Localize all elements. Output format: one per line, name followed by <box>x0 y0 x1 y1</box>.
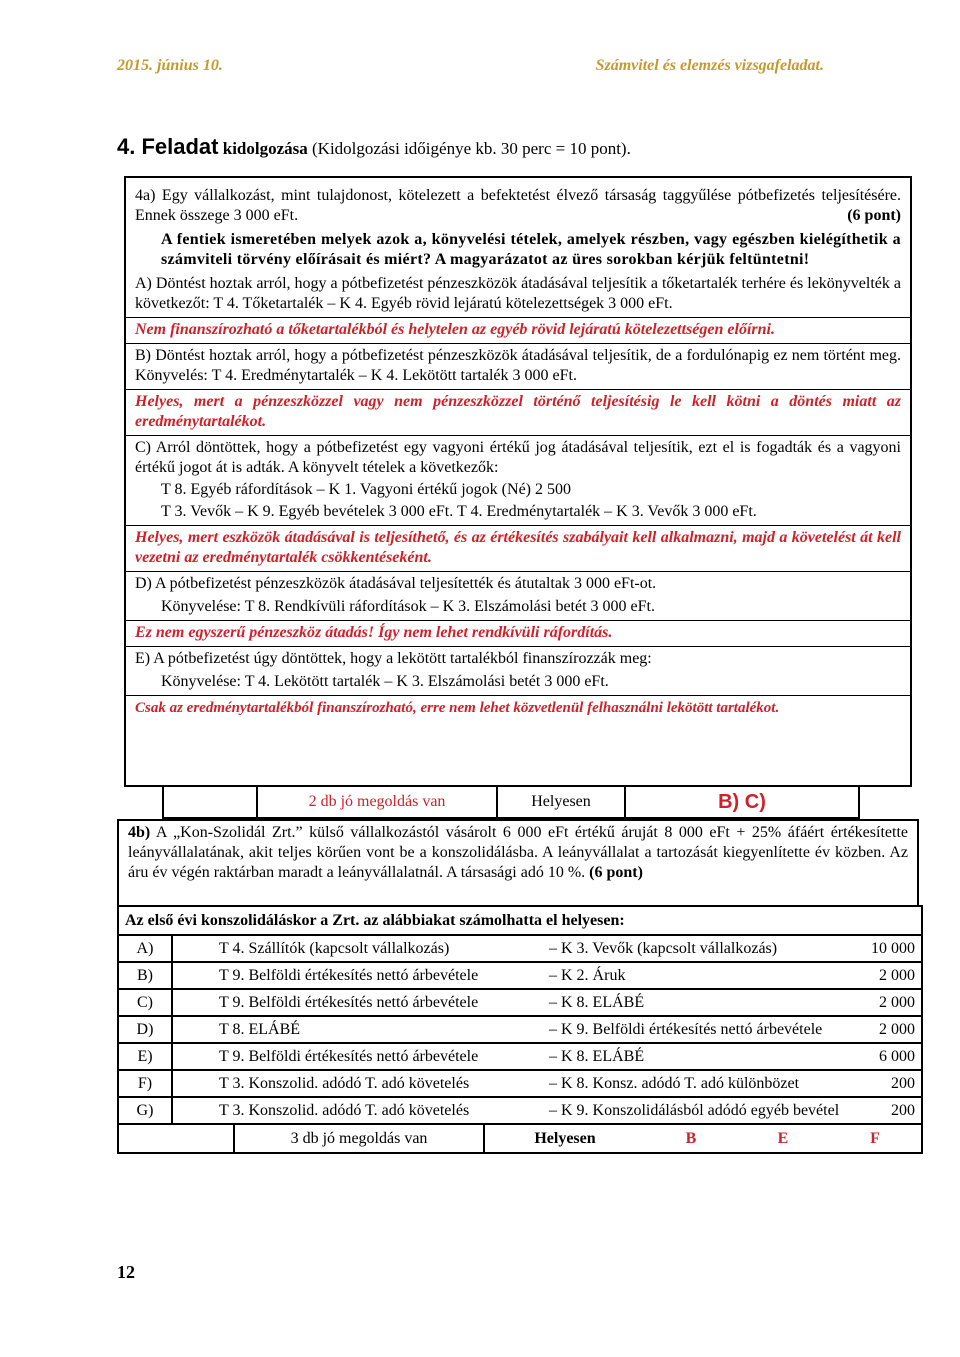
option-debit: T 9. Belföldi értékesítés nettó árbevétele <box>219 993 479 1011</box>
q4b-points: (6 pont) <box>589 864 643 881</box>
option-entry <box>172 1043 863 1070</box>
q4a-answer-c: Helyes, mert eszközök átadásával is teljesíthető, és az értékesítés szabályait kell alkalmazni, majd a követelést át kell vezetni az eredménytartalék csökkentéseként. <box>135 529 901 566</box>
option-label: D) <box>118 1016 172 1043</box>
summary-4b-answer-3: F <box>870 1129 880 1147</box>
q4a-option-e: E) A pótbefizetést úgy döntöttek, hogy a lekötött tartalékból finanszírozzák meg: <box>135 650 652 667</box>
task-kid: kidolgozása <box>222 139 308 158</box>
option-label: C) <box>118 989 172 1016</box>
question-4b-box <box>117 819 919 907</box>
option-credit: – K 9. Konszolidálásból adódó egyéb bevétel <box>549 1101 840 1119</box>
page-number: 12 <box>117 1262 135 1282</box>
option-entry <box>172 962 863 989</box>
option-credit: – K 8. ELÁBÉ <box>549 993 645 1011</box>
q4a-intro <box>135 186 901 226</box>
header-date: 2015. június 10. <box>117 57 223 74</box>
option-amount: 200 <box>863 1070 922 1097</box>
summary-4a-count: 2 db jó megoldás van <box>256 785 498 819</box>
q4a-answer-d: Ez nem egyszerű pénzeszköz átadás! Így nem lehet rendkívüli ráfordítás. <box>135 624 613 641</box>
summary-4b-blank <box>119 1125 235 1152</box>
header-exam-title: Számvitel és elemzés vizsgafeladat. <box>595 57 824 74</box>
option-credit: – K 8. ELÁBÉ <box>549 1047 645 1065</box>
q4a-instruction <box>135 230 901 270</box>
option-credit: – K 9. Belföldi értékesítés nettó árbevétele <box>549 1020 823 1038</box>
options-rows <box>118 935 922 1124</box>
option-debit: T 9. Belföldi értékesítés nettó árbevétele <box>219 1047 479 1065</box>
summary-4a-label: Helyesen <box>496 785 626 819</box>
q4a-option-b: B) Döntést hoztak arról, hogy a pótbefizetést pénzeszközök átadásával teljesítik, de a fordulónapig ez nem történt meg. Könyvelés: T 4. Eredménytartalék – K 4. Lekötött tartalék 3 000 eFt. <box>135 347 901 384</box>
option-label: F) <box>118 1070 172 1097</box>
divider <box>126 317 910 318</box>
q4a-option-d-line: Könyvelése: T 8. Rendkívüli ráfordítások – K 3. Elszámolási betét 3 000 eFt. <box>161 598 655 615</box>
option-row <box>118 1043 922 1070</box>
option-amount: 2 000 <box>863 1016 922 1043</box>
q4a-instruction-1: A fentiek ismeretében melyek azok a, könyvelési tételek, amelyek részben, vagy egészben kielégíthetik a számviteli törvény előírásait és miért? <box>161 231 901 268</box>
task-number: 4. Feladat <box>117 134 219 159</box>
option-amount: 2 000 <box>863 989 922 1016</box>
q4a-intro-text: 4a) Egy vállalkozást, mint tulajdonost, kötelezett a befektetést élvező társaság taggyűlése pótbefizetés teljesítésére. Ennek összege 3 000 eFt. <box>135 187 901 224</box>
summary-4b-row <box>118 1124 922 1153</box>
q4b-text <box>128 823 908 883</box>
option-credit: – K 8. Konsz. adódó T. adó különbözet <box>549 1074 800 1092</box>
option-entry <box>172 1097 863 1124</box>
option-debit: T 4. Szállítók (kapcsolt vállalkozás) <box>219 939 450 957</box>
option-label: E) <box>118 1043 172 1070</box>
option-debit: T 3. Konszolid. adódó T. adó követelés <box>219 1101 470 1119</box>
q4a-option-a: A) Döntést hoztak arról, hogy a pótbefizetést pénzeszközök átadásával teljesítik a tőketartalék terhére és lekönyvelték a következőt: T 4. Tőketartalék – K 4. Egyéb rövid lejáratú kötelezettségek 3 000 eFt. <box>135 275 901 312</box>
q4a-points: (6 pont) <box>847 207 901 224</box>
summary-4b-label: Helyesen <box>534 1129 596 1147</box>
question-4a-box <box>124 176 912 787</box>
option-entry <box>172 1016 863 1043</box>
divider <box>126 435 910 436</box>
option-amount: 10 000 <box>863 935 922 962</box>
option-entry <box>172 1070 863 1097</box>
q4b-label: 4b) <box>128 824 151 841</box>
q4a-option-d: D) A pótbefizetést pénzeszközök átadásával teljesítették és átutaltak 3 000 eFt-ot. <box>135 575 657 592</box>
option-row <box>118 1016 922 1043</box>
summary-4b-answer-2: E <box>777 1129 789 1147</box>
q4a-answer-e: Csak az eredménytartalékból finanszírozható, erre nem lehet közvetlenül felhasználni lekötött tartalékot. <box>135 700 780 716</box>
option-credit: – K 2. Áruk <box>549 966 626 984</box>
summary-4a-blank <box>162 785 258 819</box>
options-table <box>117 905 923 1154</box>
summary-4a-filler <box>858 785 912 819</box>
q4a-instruction-2: A magyarázatot az üres sorokban kérjük feltüntetni! <box>434 251 810 268</box>
option-debit: T 9. Belföldi értékesítés nettó árbevétele <box>219 966 479 984</box>
option-row <box>118 1097 922 1124</box>
divider <box>126 389 910 390</box>
option-amount: 200 <box>863 1097 922 1124</box>
option-row <box>118 962 922 989</box>
q4a-option-e-line: Könyvelése: T 4. Lekötött tartalék – K 3. Elszámolási betét 3 000 eFt. <box>161 673 609 690</box>
option-row <box>118 935 922 962</box>
q4a-answer-a: Nem finanszírozható a tőketartalékból és helytelen az egyéb rövid lejáratú kötelezettségen előírni. <box>135 321 775 338</box>
q4a-answer-b: Helyes, mert a pénzeszközzel vagy nem pénzeszközzel történő teljesítésig le kell kötni a döntés miatt az eredménytartalékot. <box>135 393 901 430</box>
option-amount: 6 000 <box>863 1043 922 1070</box>
q4a-option-c-line1: T 8. Egyéb ráfordítások – K 1. Vagyoni értékű jogok (Né) 2 500 <box>161 481 571 498</box>
q4a-option-c-line2: T 3. Vevők – K 9. Egyéb bevételek 3 000 eFt. T 4. Eredménytartalék – K 3. Vevők 3 000 eFt. <box>161 503 757 520</box>
task-time: (Kidolgozási időigénye kb. 30 perc = 10 pont). <box>312 139 631 158</box>
option-amount: 2 000 <box>863 962 922 989</box>
summary-4b-answer-1: B <box>685 1129 697 1147</box>
option-row <box>118 1070 922 1097</box>
summary-4a-row <box>164 785 912 819</box>
option-row <box>118 989 922 1016</box>
divider <box>126 343 910 344</box>
divider <box>126 695 910 696</box>
option-entry <box>172 989 863 1016</box>
q4b-body: A „Kon-Szolidál Zrt.” külső vállalkozástól vásárolt 6 000 eFt értékű áruját 8 000 eFt + 25% áfáért értékesítette leányvállalatának, akit teljes körűen vont be a konszolidálásba. A leányvállalat a tartozását kiegyenlítette év közben. Az áru év végén raktárban maradt a leányvállalatnál. A társasági adó 10 %. <box>128 824 908 881</box>
divider <box>126 571 910 572</box>
option-label: G) <box>118 1097 172 1124</box>
summary-4a-answer: B) C) <box>624 785 860 819</box>
q4a-option-c: C) Arról döntöttek, hogy a pótbefizetést egy vagyoni értékű jog átadásával teljesítik, ezt el is fogadták és a vagyoni értékű jogot át is adták. A könyvelt tételek a következők: <box>135 439 901 476</box>
option-debit: T 3. Konszolid. adódó T. adó követelés <box>219 1074 470 1092</box>
task-title <box>117 134 631 160</box>
option-credit: – K 3. Vevők (kapcsolt vállalkozás) <box>549 939 778 957</box>
q4b-question: Az első évi konszolidáláskor a Zrt. az alábbiakat számolhatta el helyesen: <box>118 906 922 935</box>
option-label: B) <box>118 962 172 989</box>
option-entry <box>172 935 863 962</box>
option-label: A) <box>118 935 172 962</box>
divider <box>126 620 910 621</box>
option-debit: T 8. ELÁBÉ <box>219 1020 301 1038</box>
divider <box>126 525 910 526</box>
summary-4b-count: 3 db jó megoldás van <box>235 1125 485 1152</box>
divider <box>126 646 910 647</box>
